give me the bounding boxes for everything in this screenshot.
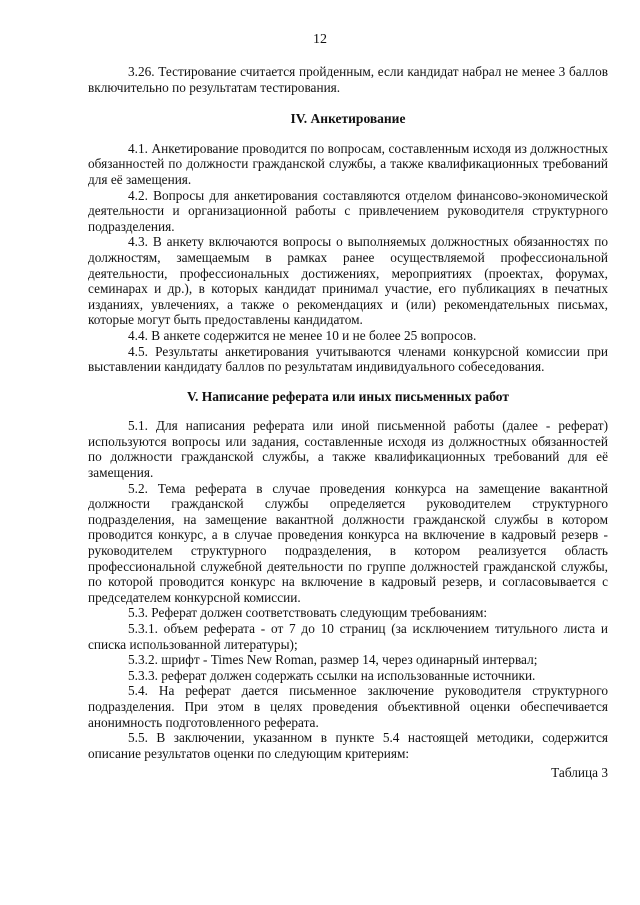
document-body	[88, 64, 608, 781]
paragraph-5-3-2: 5.3.2. шрифт - Times New Roman, размер 14, через одинарный интервал;	[128, 652, 538, 668]
paragraph-5-3-3: 5.3.3. реферат должен содержать ссылки на использованные источники.	[128, 667, 536, 683]
paragraph-5-5: 5.5. В заключении, указанном в пункте 5.4 настоящей методики, содержится описание результатов оценки по следующим критериям:	[88, 730, 608, 761]
paragraph-5-4: 5.4. На реферат дается письменное заключение руководителя структурного подразделения. При этом в целях проведения объективной оценки обеспечивается анонимность подготовленного реферата.	[88, 683, 608, 730]
paragraph-3-26: 3.26. Тестирование считается пройденным, если кандидат набрал не менее 3 баллов включительно по результатам тестирования.	[88, 64, 608, 95]
paragraph-5-3: 5.3. Реферат должен соответствовать следующим требованиям:	[128, 605, 488, 621]
section-v-heading: V. Написание реферата или иных письменных работ	[187, 388, 509, 404]
paragraph-4-5: 4.5. Результаты анкетирования учитываются членами конкурсной комиссии при выставлении кандидату баллов по результатам индивидуального собеседования.	[88, 343, 608, 375]
paragraph-5-1: 5.1. Для написания реферата или иной письменной работы (далее - реферат) используются вопросы или задания, составленные исходя из должностных обязанностей по должности гражданской службы, а также квалификационных требований для её замещения.	[88, 418, 608, 481]
paragraph-4-4: 4.4. В анкете содержится не менее 10 и не более 25 вопросов.	[128, 327, 477, 343]
section-iv-heading: IV. Анкетирование	[290, 111, 406, 127]
paragraph-5-2: 5.2. Тема реферата в случае проведения конкурса на замещение вакантной должности гражданской службы определяется руководителем структурного подразделения, на замещение вакантной должности гражданской службы в котором проводится конкурс, а в случае проведения конкурса на включение в кадровый резерв - руководителем структурного подразделения, в котором реализуется область профессиональной служебной деятельности по группе должностей гражданской службы, по которой проводится конкурс на включение в кадровый резерв, и согласовывается с председателем конкурсной комиссии.	[88, 480, 608, 605]
page-number: 12	[313, 32, 327, 47]
table-label: Таблица 3	[551, 765, 608, 781]
paragraph-5-3-1: 5.3.1. объем реферата - от 7 до 10 страниц (за исключением титульного листа и списка использованной литературы);	[88, 621, 608, 652]
paragraph-4-1: 4.1. Анкетирование проводится по вопросам, составленным исходя из должностных обязанностей по должности гражданской службы, а также квалификационных требований для её замещения.	[88, 140, 608, 187]
paragraph-4-2: 4.2. Вопросы для анкетирования составляются отделом финансово-экономической деятельности и организационной работы с привлечением руководителя структурного подразделения.	[88, 187, 608, 234]
paragraph-4-3: 4.3. В анкету включаются вопросы о выполняемых должностных обязанностях по должностям, замещаемым в рамках ранее осуществляемой профессиональной деятельности, профессиональных достижениях, мероприятиях (проектах, форумах, семинарах и др.), в которых кандидат принимал участие, его публикациях в печатных изданиях, увлечениях, а также о рекомендациях и (или) рекомендательных письмах, которые могут быть предоставлены кандидатом.	[88, 234, 608, 328]
